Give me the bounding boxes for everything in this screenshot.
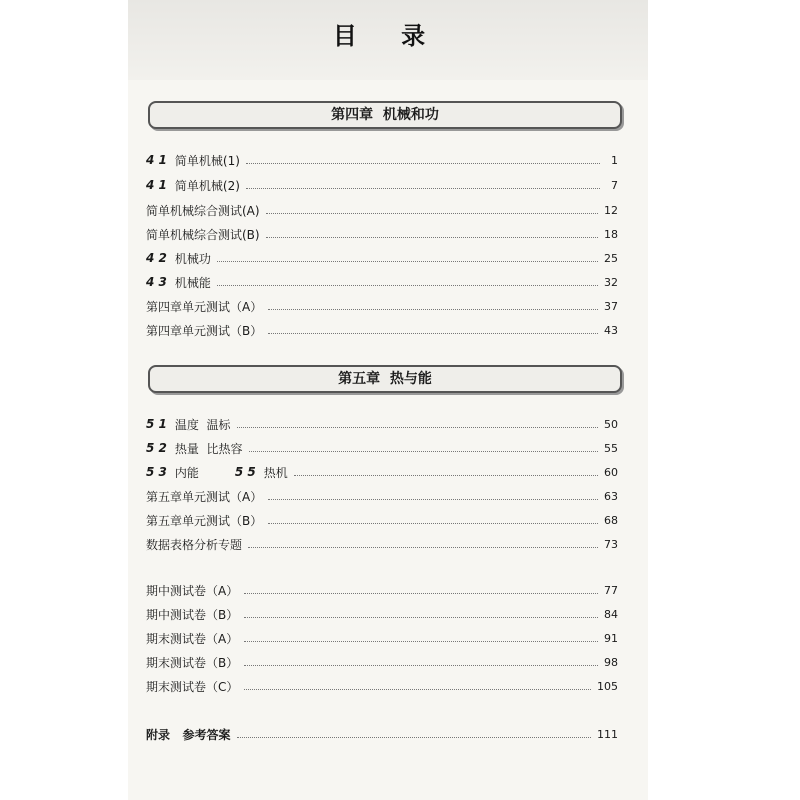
dot-leader — [249, 450, 598, 452]
chapter5-heading-text: 第五章 热与能 — [338, 371, 432, 387]
entry-label: 第四章单元测试（A） — [146, 299, 263, 314]
entry-label: 数据表格分析专题 — [146, 537, 243, 552]
entry-label: 期末测试卷（B） — [146, 655, 239, 670]
dot-leader — [246, 187, 600, 189]
dot-leader — [244, 616, 598, 618]
entry-label: 简单机械综合测试(B) — [146, 227, 260, 242]
entry-label: 机械能 — [174, 275, 211, 290]
page-number: 60 — [604, 465, 618, 479]
entry-label: 简单机械(2) — [174, 178, 240, 193]
dot-leader — [217, 284, 598, 286]
dot-leader — [294, 474, 598, 476]
entry-label: 第四章单元测试（B） — [146, 323, 263, 338]
page-number: 91 — [604, 631, 618, 645]
entry-label: 机械功 — [174, 251, 211, 266]
page-number: 25 — [604, 251, 618, 265]
page-number: 98 — [604, 655, 618, 669]
entry-label: 期末测试卷（A） — [146, 631, 239, 646]
dot-leader — [266, 236, 598, 238]
dot-leader — [246, 162, 600, 164]
dot-leader — [268, 332, 598, 334]
toc-entry[interactable] — [146, 200, 618, 220]
toc-entry[interactable] — [146, 414, 618, 434]
entry-label: 期中测试卷（A） — [146, 583, 239, 598]
toc-entry[interactable] — [146, 175, 618, 195]
entry-label: 期末测试卷（C） — [146, 679, 239, 694]
entry-label: 附录 参考答案 — [146, 727, 231, 742]
toc-entry[interactable] — [146, 272, 618, 292]
dot-leader — [268, 308, 598, 310]
page-number: 32 — [604, 275, 618, 289]
chapter5-heading — [148, 365, 622, 393]
section-number: 5 1 — [146, 417, 167, 431]
dot-leader — [244, 664, 598, 666]
page-number: 77 — [604, 583, 618, 597]
page-number: 105 — [597, 679, 618, 693]
dot-leader — [237, 736, 591, 738]
dot-leader — [268, 498, 598, 500]
toc-entry[interactable] — [146, 534, 618, 554]
page-number: 73 — [604, 537, 618, 551]
toc-entry[interactable] — [146, 652, 618, 672]
entry-label: 第五章单元测试（A） — [146, 489, 263, 504]
page-number: 18 — [604, 227, 618, 241]
toc-entry[interactable] — [146, 296, 618, 316]
dot-leader — [266, 212, 598, 214]
entry-label: 内能 — [174, 465, 199, 480]
page-number: 37 — [604, 299, 618, 313]
toc-entry[interactable] — [146, 604, 618, 624]
entry-label-secondary: 热机 — [263, 465, 288, 480]
page-number: 12 — [604, 203, 618, 217]
toc-entry[interactable] — [146, 462, 618, 482]
dot-leader — [268, 522, 598, 524]
dot-leader — [248, 546, 598, 548]
dot-leader — [217, 260, 598, 262]
toc-entry[interactable] — [146, 438, 618, 458]
dot-leader — [244, 592, 598, 594]
toc-entry[interactable] — [146, 150, 618, 170]
page-number: 1 — [611, 153, 618, 167]
chapter4-heading — [148, 101, 622, 129]
entry-label: 第五章单元测试（B） — [146, 513, 263, 528]
toc-entry[interactable] — [146, 224, 618, 244]
page-title: 目 录 — [332, 22, 444, 50]
toc-entry[interactable] — [146, 486, 618, 506]
toc-entry[interactable] — [146, 628, 618, 648]
entry-label: 期中测试卷（B） — [146, 607, 239, 622]
page-number: 63 — [604, 489, 618, 503]
dot-leader — [244, 688, 591, 690]
section-number-secondary: 5 5 — [234, 465, 256, 479]
section-number: 4 2 — [146, 251, 167, 265]
section-number: 4 1 — [146, 178, 167, 192]
page-number: 55 — [604, 441, 618, 455]
entry-label: 温度 温标 — [174, 417, 231, 432]
section-number: 5 2 — [146, 441, 167, 455]
toc-entry[interactable] — [146, 510, 618, 530]
page-number: 84 — [604, 607, 618, 621]
toc-entry[interactable] — [146, 248, 618, 268]
dot-leader — [237, 426, 598, 428]
section-number: 4 3 — [146, 275, 167, 289]
page-number: 50 — [604, 417, 618, 431]
chapter4-heading-text: 第四章 机械和功 — [331, 107, 439, 123]
toc-entry[interactable] — [146, 320, 618, 340]
page-number: 68 — [604, 513, 618, 527]
page-number: 111 — [597, 727, 618, 741]
dot-leader — [244, 640, 598, 642]
entry-label: 热量 比热容 — [174, 441, 243, 456]
page-number: 43 — [604, 323, 618, 337]
toc-entry-appendix[interactable] — [146, 724, 618, 744]
section-number: 4 1 — [146, 153, 167, 167]
entry-label: 简单机械综合测试(A) — [146, 203, 260, 218]
section-number: 5 3 — [146, 465, 167, 479]
toc-entry[interactable] — [146, 580, 618, 600]
entry-label: 简单机械(1) — [174, 153, 240, 168]
toc-entry[interactable] — [146, 676, 618, 696]
page-number: 7 — [611, 178, 618, 192]
